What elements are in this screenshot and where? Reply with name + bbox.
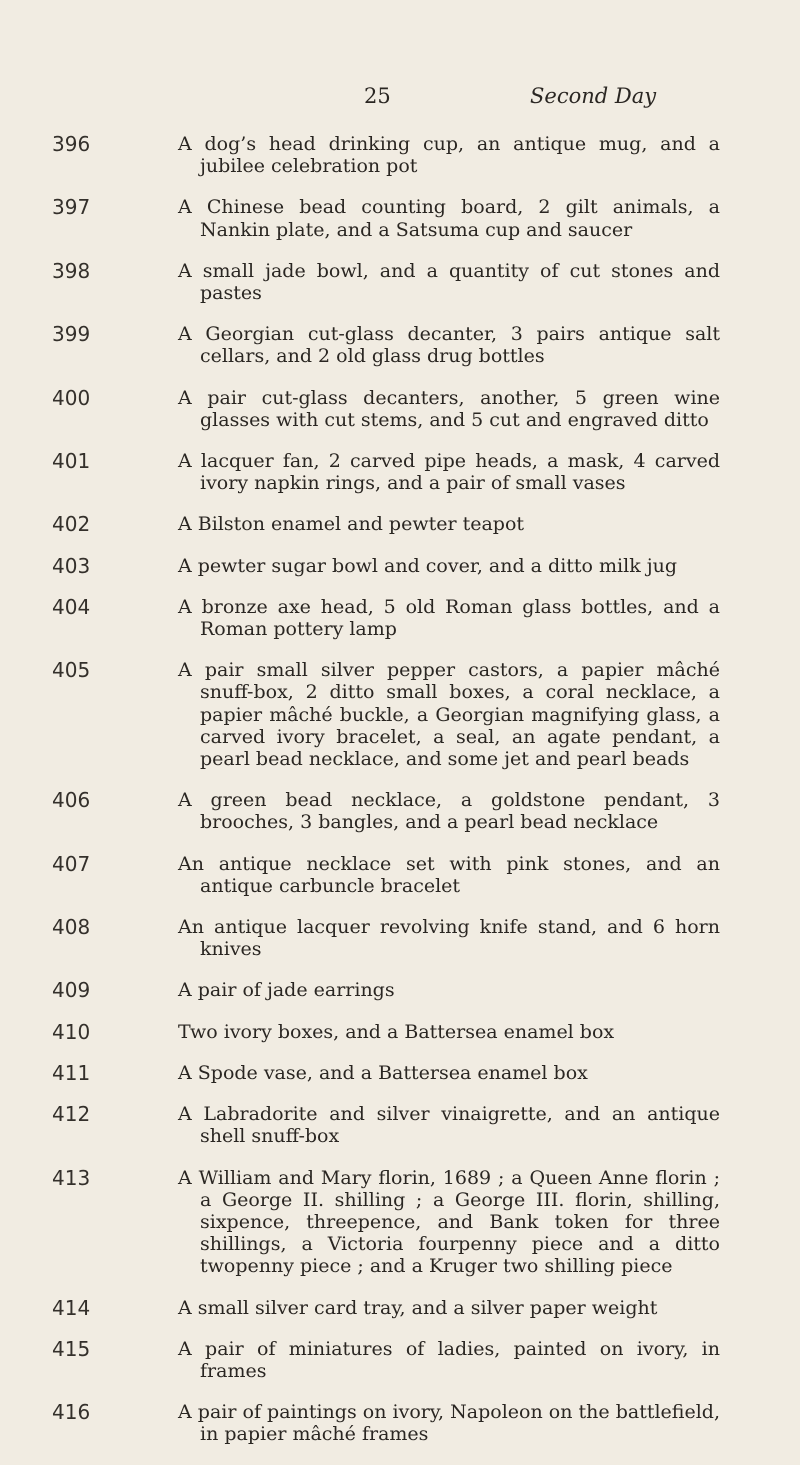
lot-description: A Labradorite and silver vinaigrette, and an antique shell snuff-box bbox=[178, 1103, 720, 1148]
lot-number: 414 bbox=[52, 1295, 91, 1320]
lot-description: A pair of paintings on ivory, Napoleon on the battlefield, in papier mâché frames bbox=[178, 1401, 720, 1446]
lot-description: A pair of miniatures of ladies, painted on ivory, in frames bbox=[178, 1337, 720, 1382]
lot-number: 396 bbox=[52, 132, 91, 156]
lot-number: 403 bbox=[52, 553, 91, 578]
lot-number: 404 bbox=[52, 594, 91, 619]
lot-number: 411 bbox=[52, 1060, 91, 1085]
lot-number: 406 bbox=[52, 788, 91, 813]
lot-400 bbox=[0, 387, 800, 431]
lot-407 bbox=[0, 853, 800, 897]
lot-list bbox=[0, 114, 800, 1465]
lot-number: 410 bbox=[52, 1019, 91, 1044]
lot-409 bbox=[0, 979, 800, 1001]
lot-description: A small jade bowl, and a quantity of cut stones and pastes bbox=[178, 259, 720, 305]
lot-description: Two ivory boxes, and a Battersea enamel box bbox=[178, 1020, 615, 1043]
lot-description: A dog’s head drinking cup, an antique mug, and a jubilee celebration pot bbox=[178, 133, 720, 178]
lot-description: A pewter sugar bowl and cover, and a ditto milk jug bbox=[178, 554, 678, 577]
lot-396 bbox=[0, 133, 800, 177]
lot-406 bbox=[0, 789, 800, 833]
lot-description: A green bead necklace, a goldstone pendant, 3 brooches, 3 bangles, and a pearl bead necklace bbox=[178, 789, 720, 834]
lot-414 bbox=[0, 1297, 800, 1319]
lot-description: A pair of jade earrings bbox=[178, 979, 395, 1002]
lot-description: A William and Mary florin, 1689 ; a Queen Anne florin ; a George II. shilling ; a George III. florin, shilling, sixpence, threepence, and Bank token for three shillings, a Victoria fourpenny piece and a ditto twopenny piece ; and a Kruger two shilling piece bbox=[178, 1166, 720, 1278]
lot-description: An antique lacquer revolving knife stand, and 6 horn knives bbox=[178, 916, 720, 961]
lot-410 bbox=[0, 1021, 800, 1043]
lot-number: 416 bbox=[52, 1400, 91, 1425]
lot-description: An antique necklace set with pink stones, and an antique carbuncle bracelet bbox=[178, 852, 720, 897]
lot-description: A Chinese bead counting board, 2 gilt animals, a Nankin plate, and a Satsuma cup and saucer bbox=[178, 196, 720, 241]
lot-description: A bronze axe head, 5 old Roman glass bottles, and a Roman pottery lamp bbox=[178, 595, 720, 641]
lot-number: 398 bbox=[52, 258, 91, 283]
lot-402 bbox=[0, 513, 800, 535]
lot-number: 407 bbox=[52, 851, 91, 876]
lot-397 bbox=[0, 196, 800, 240]
page-number: 25 bbox=[364, 84, 391, 108]
running-head: Second Day bbox=[530, 84, 657, 108]
lot-403 bbox=[0, 555, 800, 577]
lot-number: 401 bbox=[52, 449, 91, 474]
lot-399 bbox=[0, 323, 800, 367]
lot-411 bbox=[0, 1062, 800, 1084]
lot-number: 405 bbox=[52, 658, 91, 683]
lot-398 bbox=[0, 260, 800, 304]
lot-description: A lacquer fan, 2 carved pipe heads, a mask, 4 carved ivory napkin rings, and a pair of small vases bbox=[178, 450, 720, 495]
lot-description: A Spode vase, and a Battersea enamel box bbox=[178, 1061, 588, 1084]
lot-number: 400 bbox=[52, 385, 91, 410]
lot-401 bbox=[0, 450, 800, 494]
lot-413 bbox=[0, 1167, 800, 1278]
lot-404 bbox=[0, 596, 800, 640]
lot-description: A pair small silver pepper castors, a papier mâché snuff-box, 2 ditto small boxes, a coral necklace, a papier mâché buckle, a Georgian magnifying glass, a carved ivory bracelet, a seal, an agate pendant, a pearl bead necklace, and some jet and pearl beads bbox=[178, 659, 720, 771]
lot-number: 409 bbox=[52, 978, 91, 1003]
lot-number: 397 bbox=[52, 195, 91, 220]
lot-415 bbox=[0, 1338, 800, 1382]
lot-number: 415 bbox=[52, 1336, 91, 1361]
lot-408 bbox=[0, 916, 800, 960]
lot-405 bbox=[0, 659, 800, 770]
lot-416 bbox=[0, 1401, 800, 1445]
lot-description: A pair cut-glass decanters, another, 5 green wine glasses with cut stems, and 5 cut and engraved ditto bbox=[178, 386, 720, 431]
lot-description: A Georgian cut-glass decanter, 3 pairs antique salt cellars, and 2 old glass drug bottles bbox=[178, 323, 720, 368]
lot-number: 412 bbox=[52, 1102, 91, 1127]
lot-number: 413 bbox=[52, 1165, 91, 1190]
lot-number: 408 bbox=[52, 915, 91, 940]
lot-number: 399 bbox=[52, 322, 91, 347]
lot-number: 402 bbox=[52, 512, 91, 537]
lot-description: A small silver card tray, and a silver paper weight bbox=[178, 1296, 658, 1319]
lot-412 bbox=[0, 1103, 800, 1147]
lot-description: A Bilston enamel and pewter teapot bbox=[178, 513, 525, 536]
page-header bbox=[0, 84, 800, 114]
